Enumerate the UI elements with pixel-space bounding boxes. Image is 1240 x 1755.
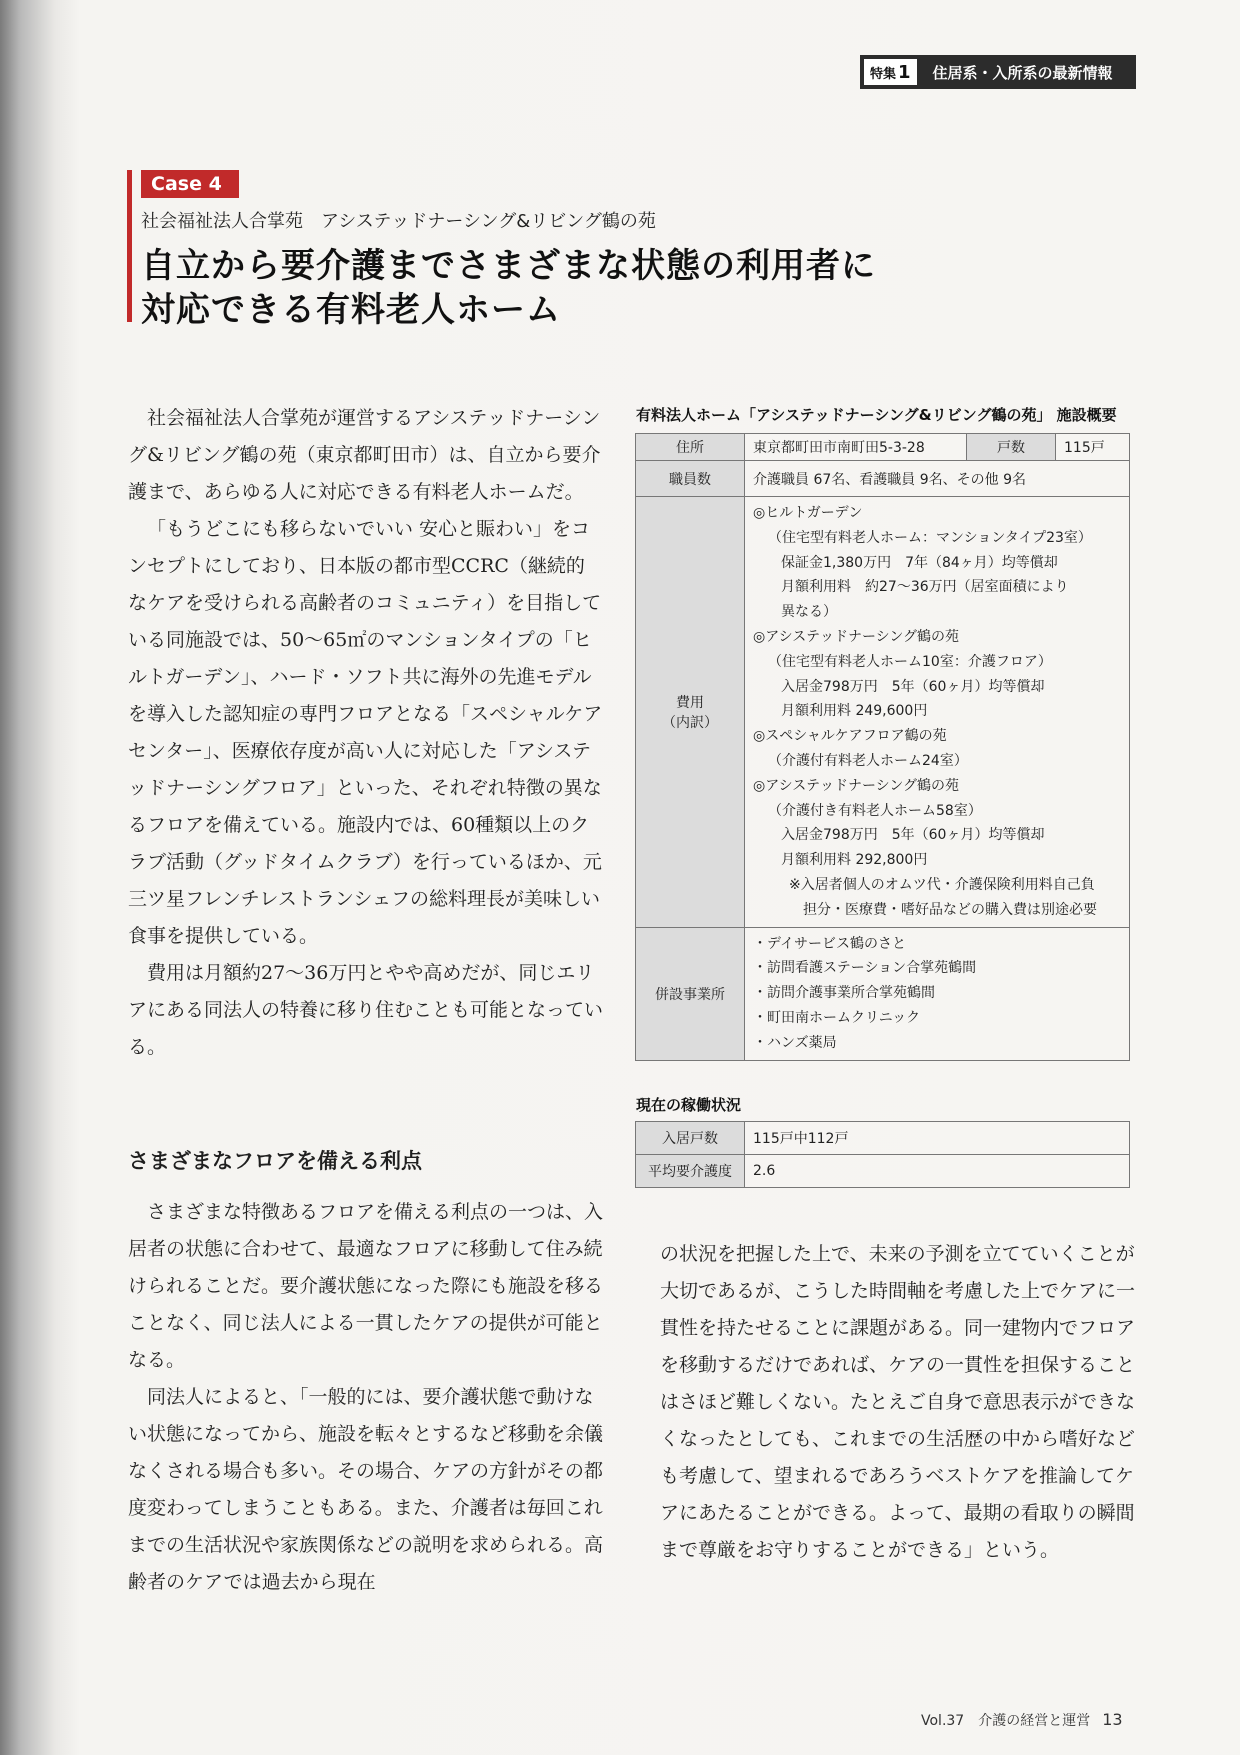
subheading: さまざまなフロアを備える利点 <box>128 1149 422 1173</box>
table-row <box>636 461 1130 497</box>
affiliates-label: 併設事業所 <box>636 927 745 1060</box>
cost-line: 異なる） <box>781 604 837 621</box>
body-paragraph: 費用は月額約27〜36万円とやや高めだが、同じエリアにある同法人の特養に移り住むことも可能となっている。 <box>128 962 604 1058</box>
body-paragraph: さまざまな特徴あるフロアを備える利点の一つは、入居者の状態に合わせて、最適なフロアに移動して住み続けられることだ。要介護状態になった際にも施設を移ることなく、同じ法人による一貫したケアの提供が可能となる。 <box>128 1201 604 1371</box>
cost-line: 月額利用料 249,600円 <box>781 703 928 720</box>
cost-line: ◎アシステッドナーシング鶴の苑 <box>753 628 960 645</box>
affiliate-item: ・ハンズ薬局 <box>753 1034 837 1051</box>
address-label: 住所 <box>636 434 745 461</box>
table-row <box>636 1122 1130 1155</box>
feature-badge-number: 1 <box>898 61 911 83</box>
cost-line: （介護付有料老人ホーム24室） <box>768 752 968 769</box>
cost-line: （住宅型有料老人ホーム10室：介護フロア） <box>768 653 1052 670</box>
cost-line: ◎スペシャルケアフロア鶴の苑 <box>753 728 947 745</box>
case-organization: 社会福祉法人合掌苑 アシステッドナーシング&リビング鶴の苑 <box>141 211 656 232</box>
cost-line: 月額利用料 約27〜36万円（居室面積により <box>781 579 1069 596</box>
article-headline <box>141 244 876 332</box>
status-table <box>635 1121 1130 1188</box>
cost-line: （住宅型有料老人ホーム：マンションタイプ23室） <box>768 529 1092 546</box>
cost-line: 保証金1,380万円 7年（84ヶ月）均等償却 <box>781 554 1058 571</box>
table-row <box>636 497 1130 928</box>
table-row <box>636 1155 1130 1188</box>
affiliate-item: ・訪問看護ステーション合掌苑鶴間 <box>753 960 977 977</box>
affiliate-item: ・町田南ホームクリニック <box>753 1009 921 1026</box>
cost-line: （介護付き有料老人ホーム58室） <box>768 802 982 819</box>
staff-value: 介護職員 67名、看護職員 9名、その他 9名 <box>745 461 1130 497</box>
page-footer <box>921 1710 1123 1730</box>
facility-table-title: 有料法人ホーム「アシステッドナーシング&リビング鶴の苑」 施設概要 <box>636 406 1117 424</box>
cost-line: 入居金798万円 5年（60ヶ月）均等償却 <box>781 827 1045 844</box>
table-row <box>636 927 1130 1060</box>
case-label: Case 4 <box>141 170 239 198</box>
page-number: 13 <box>1102 1710 1123 1729</box>
body-paragraph: 社会福祉法人合掌苑が運営するアシステッドナーシング&リビング鶴の苑（東京都町田市）は、自立から要介護まで、あらゆる人に対応できる有料老人ホームだ。 <box>128 407 601 503</box>
body-column-left-top <box>128 400 603 1066</box>
affiliate-item: ・デイサービス鶴のさと <box>753 935 907 952</box>
staff-label: 職員数 <box>636 461 745 497</box>
case-accent-bar <box>127 170 132 322</box>
section-header-tag <box>860 55 1136 89</box>
feature-badge-prefix: 特集 <box>870 66 897 82</box>
cost-line: 担分・医療費・嗜好品などの購入費は別途必要 <box>803 901 1097 918</box>
body-column-left-bottom <box>128 1194 603 1601</box>
feature-badge <box>864 59 917 85</box>
affiliates-list <box>745 927 1130 1060</box>
cost-line: 入居金798万円 5年（60ヶ月）均等償却 <box>781 678 1045 695</box>
headline-line-2: 対応できる有料老人ホーム <box>141 290 561 330</box>
affiliate-item: ・訪問介護事業所合掌苑鶴間 <box>753 985 935 1002</box>
body-paragraph: 同法人によると、「一般的には、要介護状態で動けない状態になってから、施設を転々とするなど移動を余儀なくされる場合も多い。その場合、ケアの方針がその都度変わってしまうこともある。また、介護者は毎回これまでの生活状況や家族関係などの説明を求められる。高齢者のケアでは過去から現在 <box>128 1386 604 1593</box>
status-table-title: 現在の稼働状況 <box>636 1096 742 1114</box>
status-label: 平均要介護度 <box>636 1155 745 1188</box>
cost-line: 月額利用料 292,800円 <box>781 852 928 869</box>
cost-line: ◎ヒルトガーデン <box>753 505 863 521</box>
units-value: 115戸 <box>1056 434 1130 461</box>
cost-label <box>636 497 745 928</box>
status-value: 2.6 <box>745 1155 1130 1188</box>
section-title: 住居系・入所系の最新情報 <box>932 63 1113 82</box>
facility-table <box>635 433 1130 1061</box>
body-column-right <box>660 1236 1135 1569</box>
cost-label-line-2: （内訳） <box>662 714 718 731</box>
headline-line-1: 自立から要介護までさまざまな状態の利用者に <box>141 246 876 286</box>
magazine-title: Vol.37 介護の経営と運営 <box>921 1713 1091 1729</box>
table-row <box>636 434 1130 461</box>
address-value: 東京都町田市南町田5-3-28 <box>745 434 967 461</box>
cost-line: ※入居者個人のオムツ代・介護保険利用料自己負 <box>789 876 1095 893</box>
body-paragraph: の状況を把握した上で、未来の予測を立てていくことが大切であるが、こうした時間軸を考慮した上でケアに一貫性を持たせることに課題がある。同一建物内でフロアを移動するだけであれば、ケアの一貫性を担保することはさほど難しくない。たとえご自身で意思表示ができなくなったとしても、これまでの生活歴の中から嗜好なども考慮して、望まれるであろうベストケアを推論してケアにあたることができる。よって、最期の看取りの瞬間まで尊厳をお守りすることができる」という。 <box>660 1243 1136 1561</box>
cost-line: ◎アシステッドナーシング鶴の苑 <box>753 777 960 794</box>
body-paragraph: 「もうどこにも移らないでいい 安心と賑わい」をコンセプトにしており、日本版の都市型CCRC（継続的なケアを受けられる高齢者のコミュニティ）を目指している同施設では、50〜65㎡のマンションタイプの「ヒルトガーデン」、ハード・ソフト共に海外の先進モデルを導入した認知症の専門フロアとなる「スペシャルケアセンター」、医療依存度が高い人に対応した「アシステッドナーシングフロア」といった、それぞれ特徴の異なるフロアを備えている。施設内では、60種類以上のクラブ活動（グッドタイムクラブ）を行っているほか、元三ツ星フレンチレストランシェフの総料理長が美味しい食事を提供している。 <box>128 518 603 947</box>
units-label: 戸数 <box>967 434 1056 461</box>
status-value: 115戸中112戸 <box>745 1122 1130 1155</box>
status-label: 入居戸数 <box>636 1122 745 1155</box>
cost-label-line-1: 費用 <box>676 694 704 711</box>
cost-details <box>745 497 1130 928</box>
